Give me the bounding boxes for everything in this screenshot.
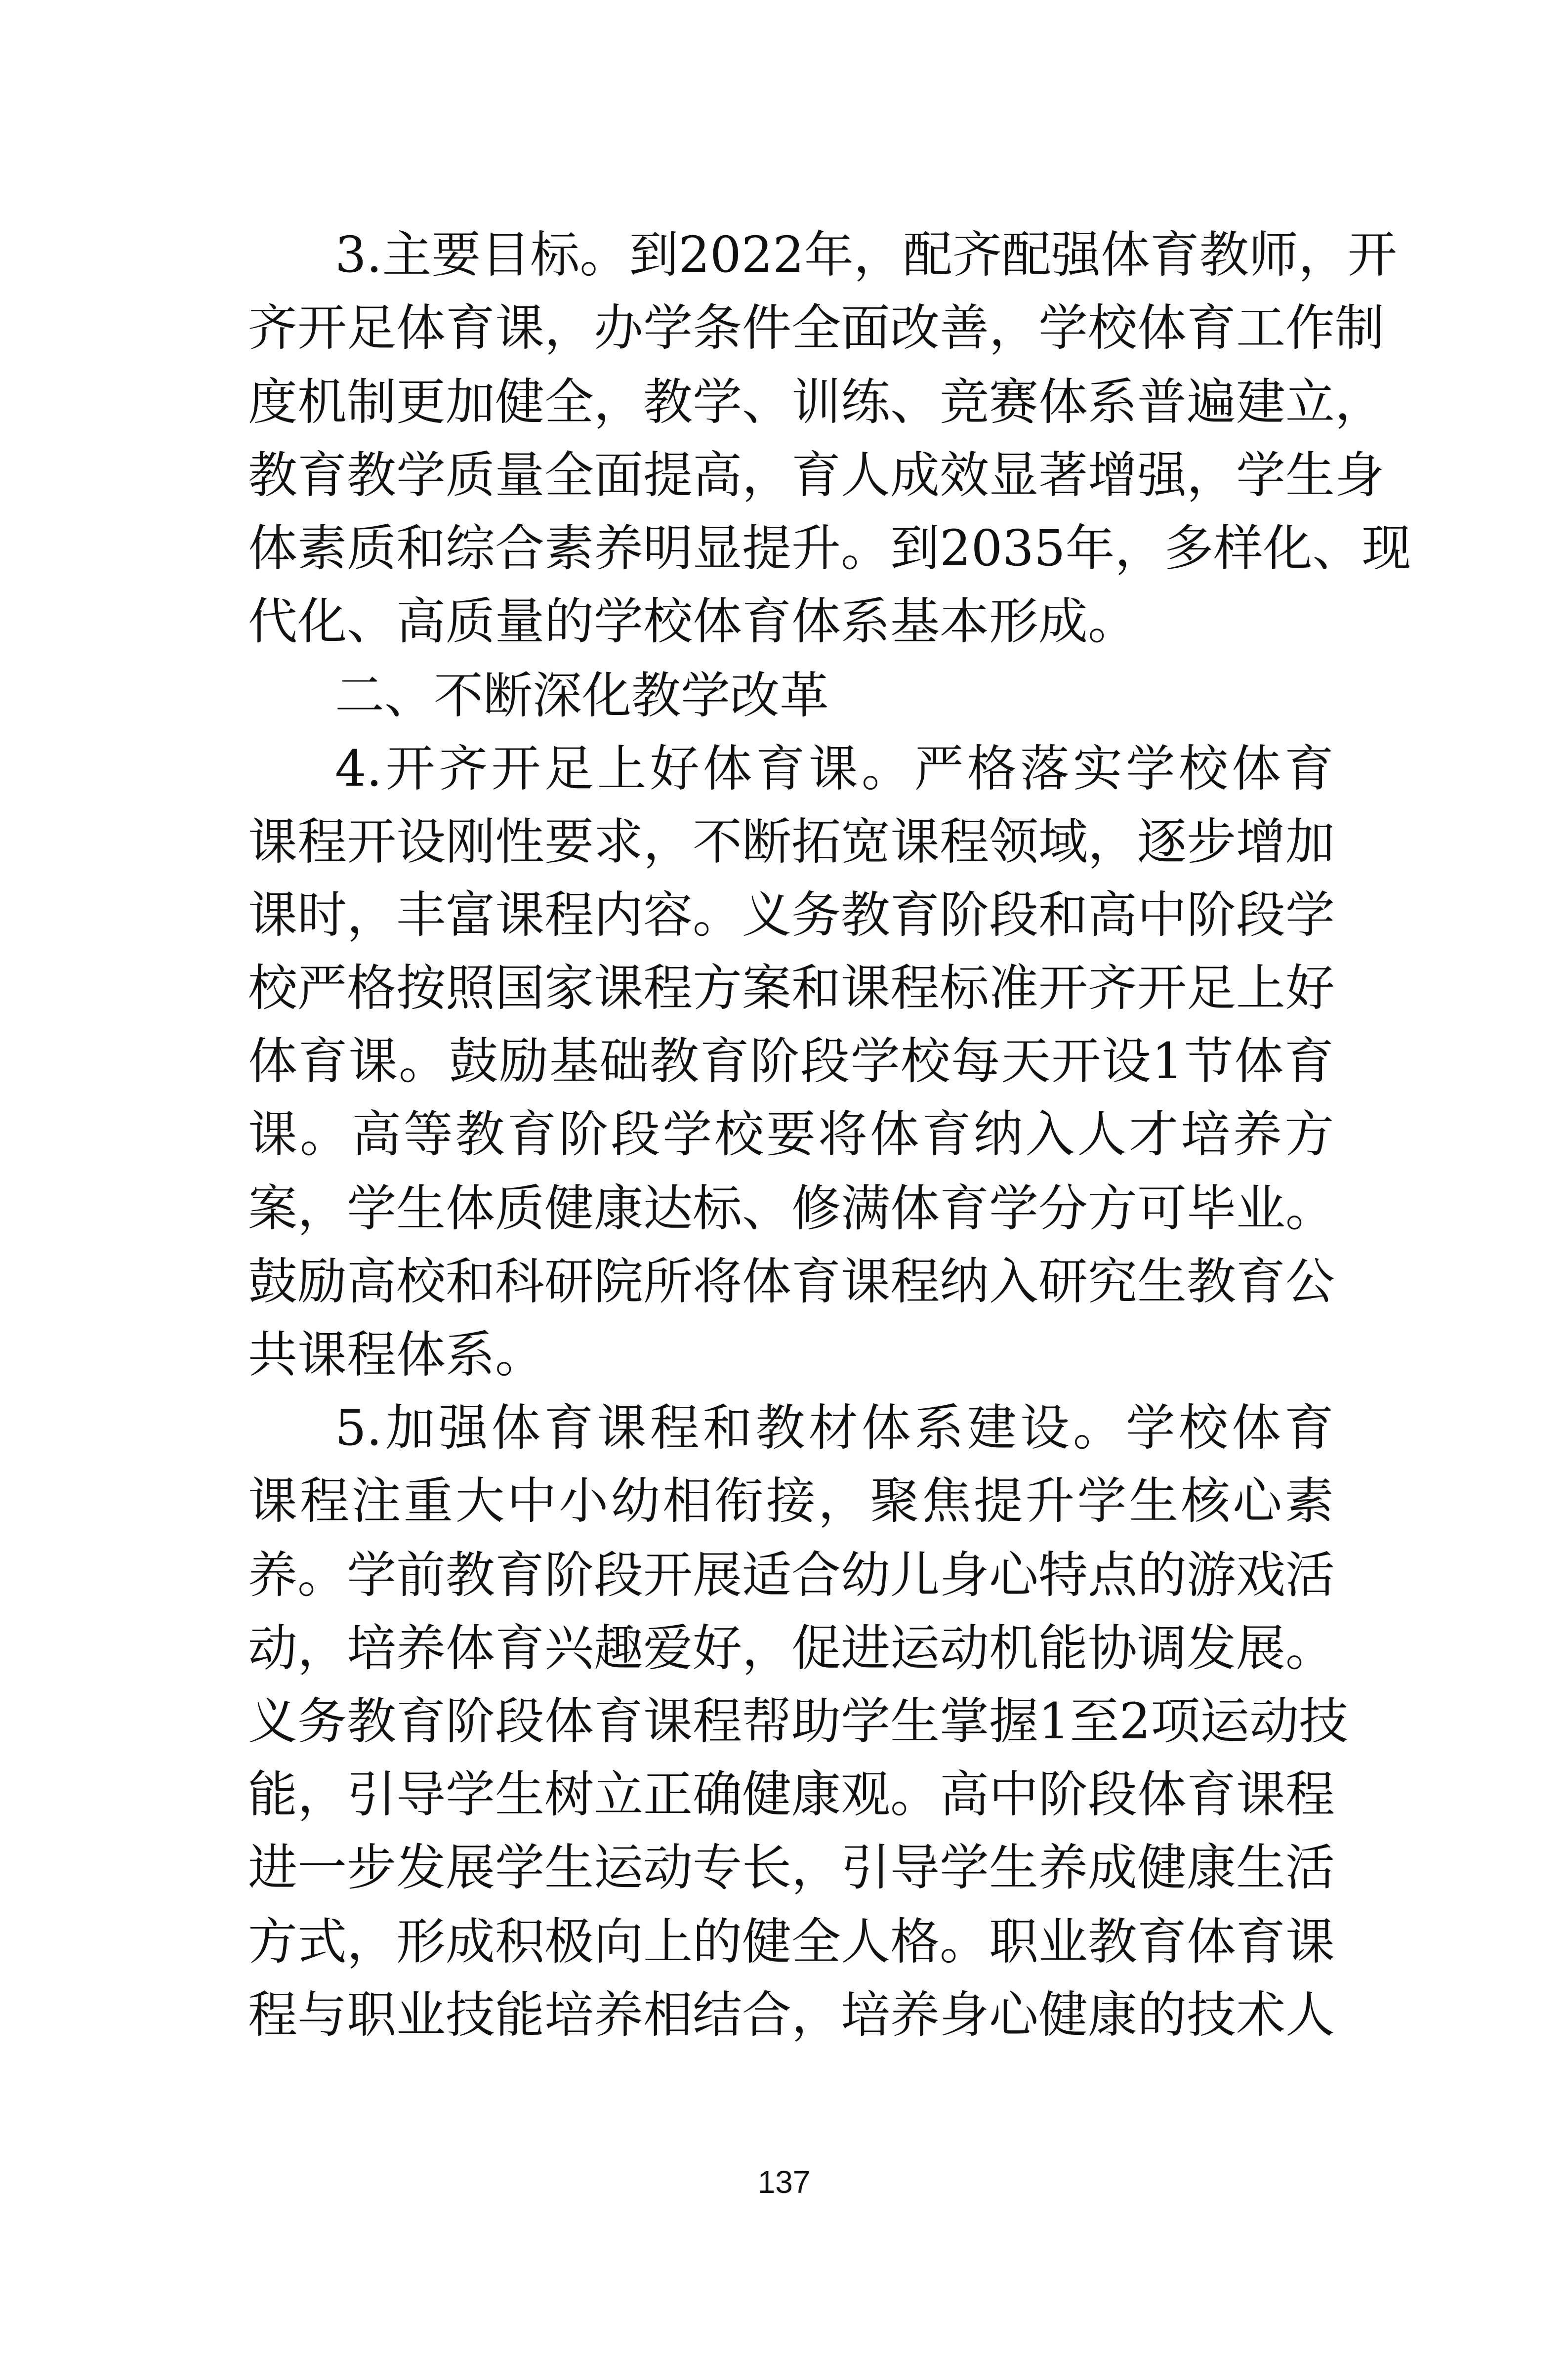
paragraph-line: 4.开齐开足上好体育课。严格落实学校体育 [335,740,1334,798]
paragraph-line: 体素质和综合素养明显提升。到2035年，多样化、现 [248,519,1411,577]
paragraph-line: 度机制更加健全，教学、训练、竞赛体系普遍建立， [248,373,1384,431]
paragraph-line: 体育课。鼓励基础教育阶段学校每天开设1节体育 [248,1032,1334,1090]
paragraph-line: 动，培养体育兴趣爱好，促进运动机能协调发展。 [248,1619,1335,1677]
paragraph-line: 义务教育阶段体育课程帮助学生掌握1至2项运动技 [248,1692,1349,1750]
paragraph-line: 程与职业技能培养相结合，培养身心健康的技术人 [248,1986,1335,2044]
paragraph-line: 共课程体系。 [248,1326,544,1384]
paragraph-line: 养。学前教育阶段开展适合幼儿身心特点的游戏活 [248,1546,1335,1604]
paragraph-line: 课程开设刚性要求，不断拓宽课程领域，逐步增加 [248,813,1335,871]
paragraph-line: 课时，丰富课程内容。义务教育阶段和高中阶段学 [248,886,1335,944]
paragraph-line: 能，引导学生树立正确健康观。高中阶段体育课程 [248,1765,1335,1823]
paragraph-line: 教育教学质量全面提高，育人成效显著增强，学生身 [248,446,1384,504]
paragraph-line: 课程注重大中小幼相衔接，聚焦提升学生核心素 [248,1472,1334,1530]
paragraph-line: 鼓励高校和科研院所将体育课程纳入研究生教育公 [248,1253,1335,1310]
section-heading: 二、不断深化教学改革 [335,667,829,724]
paragraph-line: 方式，形成积极向上的健全人格。职业教育体育课 [248,1913,1335,1971]
paragraph-line: 3.主要目标。到2022年，配齐配强体育教师，开 [335,226,1397,284]
paragraph-line: 齐开足体育课，办学条件全面改善，学校体育工作制 [248,299,1384,357]
paragraph-line: 课。高等教育阶段学校要将体育纳入人才培养方 [248,1105,1334,1163]
page-number: 137 [757,2164,811,2200]
paragraph-line: 校严格按照国家课程方案和课程标准开齐开足上好 [248,959,1335,1017]
paragraph-line: 5.加强体育课程和教材体系建设。学校体育 [335,1399,1334,1457]
paragraph-line: 进一步发展学生运动专长，引导学生养成健康生活 [248,1839,1335,1896]
paragraph-line: 案，学生体质健康达标、修满体育学分方可毕业。 [248,1179,1335,1237]
paragraph-line: 代化、高质量的学校体育体系基本形成。 [248,592,1137,650]
